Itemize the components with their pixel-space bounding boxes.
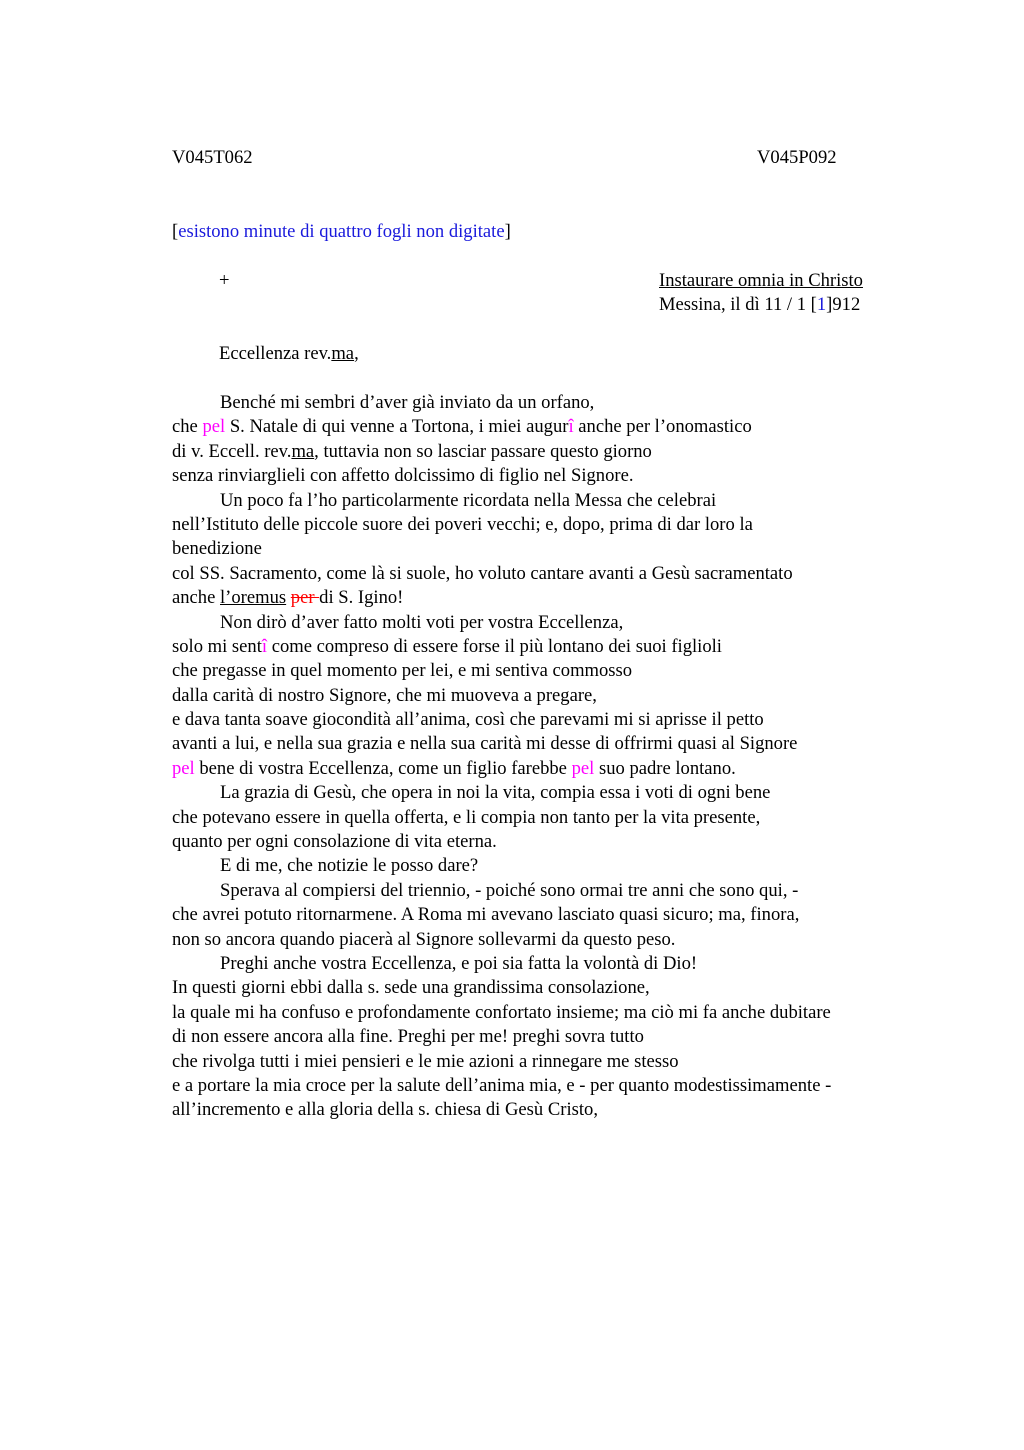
text-span: di v. Eccell. rev.	[172, 440, 292, 462]
editorial-note	[172, 220, 511, 244]
body-line: che avrei potuto ritornarmene. A Roma mi avevano lasciato quasi sicuro; ma, finora,	[172, 904, 800, 926]
body-line	[172, 757, 932, 781]
place-date-suffix: ]912	[826, 294, 861, 315]
salutation	[219, 342, 359, 366]
text-span: che	[172, 416, 203, 438]
right-document-code: V045P092	[757, 147, 837, 168]
body-line: In questi giorni ebbi dalla s. sede una grandissima consolazione,	[172, 977, 650, 999]
body-line: Preghi anche vostra Eccellenza, e poi sia fatta la volontà di Dio!	[220, 952, 698, 974]
body-line: Un poco fa l’ho particolarmente ricordata nella Messa che celebrai	[220, 489, 717, 511]
cross-symbol: +	[219, 270, 230, 291]
body-line: non so ancora quando piacerà al Signore sollevarmi da questo peso.	[172, 928, 676, 950]
text-span: bene di vostra Eccellenza, come un figlio farebbe	[194, 757, 572, 779]
body-line	[172, 635, 932, 659]
underlined-word: l’oremus	[220, 587, 287, 609]
text-span: , tuttavia non so lasciar passare questo giorno	[314, 440, 652, 462]
body-line: avanti a lui, e nella sua grazia e nella sua carità mi desse di offrirmi quasi al Signore	[172, 733, 798, 755]
body-line: benedizione	[172, 538, 262, 560]
bracket-open: [	[172, 221, 179, 242]
body-line: di non essere ancora alla fine. Preghi per me! preghi sovra tutto	[172, 1026, 644, 1048]
salutation-prefix: Eccellenza rev.	[219, 343, 332, 364]
body-line	[172, 440, 932, 464]
place-date-insert: 1	[816, 294, 827, 315]
salutation-abbrev: ma	[331, 343, 355, 364]
body-line: e dava tanta soave giocondità all’anima, così che parevami mi si aprisse il petto	[172, 709, 764, 731]
motto: Instaurare omnia in Christo	[659, 270, 863, 291]
body-line: Benché mi sembri d’aver già inviato da un orfano,	[220, 392, 595, 413]
body-line: che potevano essere in quella offerta, e li compia non tanto per la vita presente,	[172, 806, 761, 828]
underlined-abbrev: ma	[291, 440, 315, 462]
salutation-suffix: ,	[354, 343, 359, 364]
body-line: che rivolga tutti i miei pensieri e le mie azioni a rinnegare me stesso	[172, 1050, 679, 1072]
text-span: anche	[172, 587, 221, 609]
body-line: La grazia di Gesù, che opera in noi la vita, compia essa i voti di ogni bene	[220, 782, 771, 804]
place-date	[659, 293, 860, 317]
editorial-note-text: esistono minute di quattro fogli non digitate	[178, 221, 505, 242]
text-span: suo padre lontano.	[594, 757, 736, 779]
body-line: la quale mi ha confuso e profondamente confortato insieme; ma ciò mi fa anche dubitare	[172, 1001, 831, 1023]
body-line: nell’Istituto delle piccole suore dei poveri vecchi; e, dopo, prima di dar loro la	[172, 513, 753, 535]
left-document-code: V045T062	[172, 147, 253, 168]
letter-body	[172, 391, 932, 1123]
body-line: quanto per ogni consolazione di vita eterna.	[172, 831, 497, 853]
text-span: solo mi sent	[172, 635, 262, 657]
text-span: S. Natale di qui venne a Tortona, i miei augur	[225, 416, 569, 438]
body-line	[172, 586, 932, 610]
body-line	[172, 415, 932, 439]
body-line: Non dirò d’aver fatto molti voti per vostra Eccellenza,	[220, 611, 624, 633]
deleted-word: per	[290, 587, 320, 609]
body-line: all’incremento e alla gloria della s. chiesa di Gesù Cristo,	[172, 1099, 598, 1121]
place-date-prefix: Messina, il dì 11 / 1 [	[659, 294, 817, 315]
body-line: e a portare la mia croce per la salute dell’anima mia, e - per quanto modestissimamente -	[172, 1074, 832, 1096]
text-span: di S. Igino!	[319, 587, 404, 609]
bracket-close: ]	[504, 221, 511, 242]
body-line: senza rinviarglieli con affetto dolcissimo di figlio nel Signore.	[172, 465, 634, 487]
body-line: dalla carità di nostro Signore, che mi muoveva a pregare,	[172, 684, 597, 706]
variant-accent: î	[261, 635, 268, 657]
body-line: che pregasse in quel momento per lei, e mi sentiva commosso	[172, 660, 633, 682]
variant-accent: î	[568, 416, 574, 438]
variant-word: pel	[202, 416, 226, 438]
text-span: come compreso di essere forse il più lontano dei suoi figlioli	[267, 635, 722, 657]
body-line: E di me, che notizie le posso dare?	[220, 855, 479, 877]
body-line: Sperava al compiersi del triennio, - poiché sono ormai tre anni che sono qui, -	[220, 879, 799, 901]
text-span: anche per l’onomastico	[573, 416, 752, 438]
variant-word: pel	[571, 757, 595, 779]
variant-word: pel	[172, 757, 195, 779]
body-line: col SS. Sacramento, come là si suole, ho voluto cantare avanti a Gesù sacramentato	[172, 562, 793, 584]
